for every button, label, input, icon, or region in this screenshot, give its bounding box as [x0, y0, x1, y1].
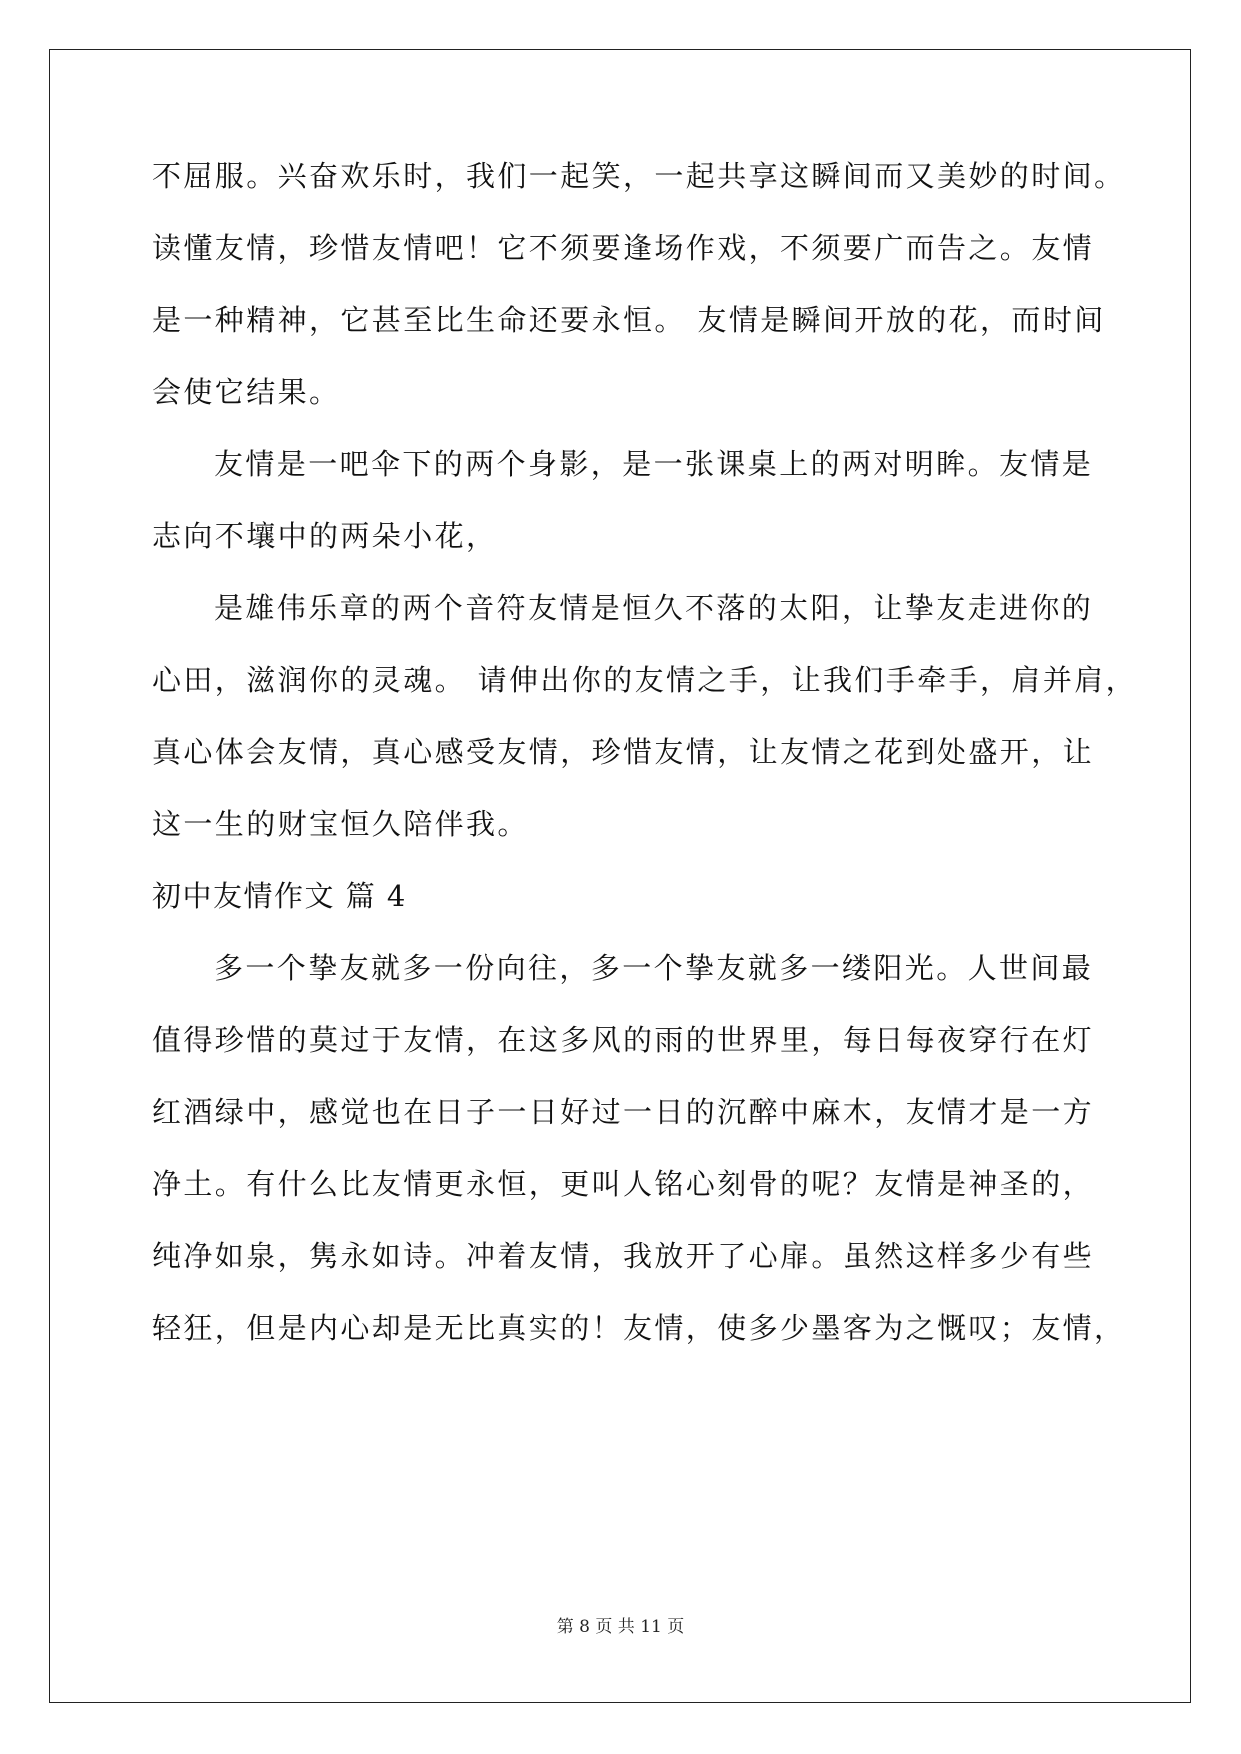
text-line: 读懂友情，珍惜友情吧！它不须要逢场作戏，不须要广而告之。友情	[152, 231, 1095, 265]
section-heading: 初中友情作文 篇 4	[152, 879, 407, 913]
text-line: 是一种精神，它甚至比生命还要永恒。 友情是瞬间开放的花，而时间	[152, 303, 1106, 337]
text-line: 净土。有什么比友情更永恒，更叫人铭心刻骨的呢？友情是神圣的，	[152, 1167, 1095, 1201]
paragraph-start-line: 友情是一吧伞下的两个身影，是一张课桌上的两对明眸。友情是	[214, 447, 1094, 481]
text-line: 会使它结果。	[152, 375, 341, 409]
text-line: 值得珍惜的莫过于友情，在这多风的雨的世界里，每日每夜穿行在灯	[152, 1023, 1095, 1057]
text-line: 轻狂，但是内心却是无比真实的！友情，使多少墨客为之慨叹；友情，	[152, 1311, 1126, 1345]
page-number-footer: 第 8 页 共 11 页	[556, 1617, 685, 1637]
paragraph-start-line: 是雄伟乐章的两个音符友情是恒久不落的太阳，让挚友走进你的	[214, 591, 1094, 625]
text-line: 志向不壤中的两朵小花，	[152, 519, 498, 553]
text-line: 纯净如泉，隽永如诗。冲着友情，我放开了心扉。虽然这样多少有些	[152, 1239, 1095, 1273]
text-line: 心田，滋润你的灵魂。 请伸出你的友情之手，让我们手牵手，肩并肩，	[152, 663, 1138, 697]
text-line: 红酒绿中，感觉也在日子一日好过一日的沉醉中麻木，友情才是一方	[152, 1095, 1095, 1129]
paragraph-start-line: 多一个挚友就多一份向往，多一个挚友就多一缕阳光。人世间最	[214, 951, 1094, 985]
text-line: 真心体会友情，真心感受友情，珍惜友情，让友情之花到处盛开，让	[152, 735, 1095, 769]
text-line: 这一生的财宝恒久陪伴我。	[152, 807, 529, 841]
text-line: 不屈服。兴奋欢乐时，我们一起笑，一起共享这瞬间而又美妙的时间。	[152, 159, 1126, 193]
